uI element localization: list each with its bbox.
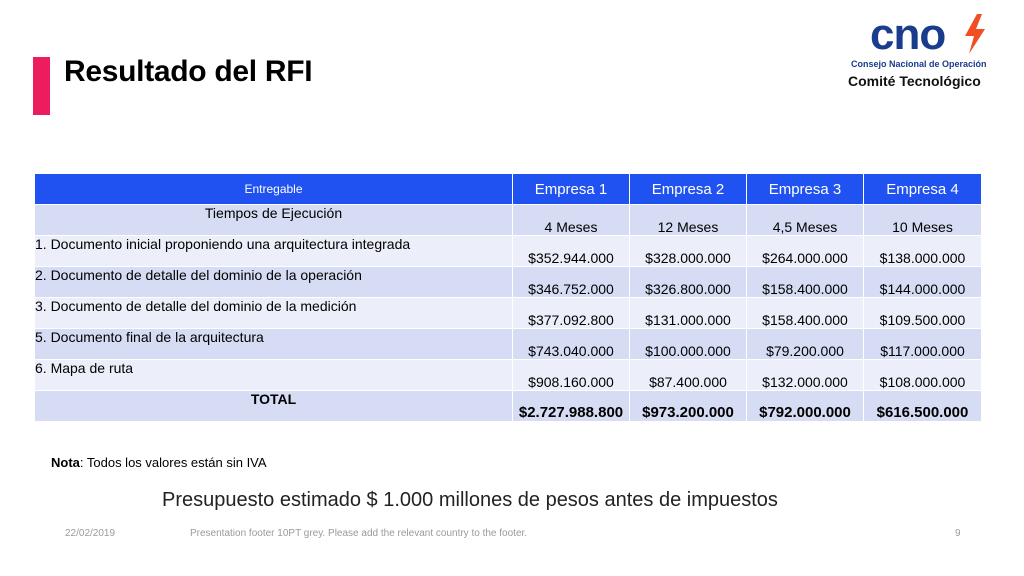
total-value: $2.727.988.800 [513, 391, 630, 422]
cell-value: $87.400.000 [630, 360, 747, 391]
cell-value: 4,5 Meses [747, 205, 864, 236]
title-accent-bar [33, 57, 50, 115]
cell-value: $131.000.000 [630, 298, 747, 329]
cell-value: $158.400.000 [747, 267, 864, 298]
rfi-results-table [34, 173, 982, 422]
note-label: Nota [51, 455, 80, 470]
footer-text: Presentation footer 10PT grey. Please add the relevant country to the footer. [190, 528, 528, 539]
table-row [35, 267, 982, 298]
logo-subtitle: Consejo Nacional de Operación [851, 59, 987, 69]
cell-value: 10 Meses [864, 205, 982, 236]
slide-title: Resultado del RFI [64, 55, 313, 88]
cell-value: $100.000.000 [630, 329, 747, 360]
table-row [35, 298, 982, 329]
note-text: : Todos los valores están sin IVA [79, 455, 267, 470]
logo-mark: cno [870, 10, 946, 59]
cell-value: 12 Meses [630, 205, 747, 236]
total-value: $973.200.000 [630, 391, 747, 422]
cell-value: $144.000.000 [864, 267, 982, 298]
table-header-row [35, 174, 982, 205]
row-label: 6. Mapa de ruta [35, 360, 513, 391]
lightning-bolt-icon [963, 14, 987, 54]
table-row [35, 360, 982, 391]
cell-value: $117.000.000 [864, 329, 982, 360]
table-row [35, 329, 982, 360]
cell-value: $352.944.000 [513, 236, 630, 267]
total-value: $792.000.000 [747, 391, 864, 422]
cell-value: $158.400.000 [747, 298, 864, 329]
column-header: Empresa 2 [630, 174, 747, 205]
cell-value: $138.000.000 [864, 236, 982, 267]
vat-note [51, 455, 267, 470]
table-total-row [35, 391, 982, 422]
budget-statement: Presupuesto estimado $ 1.000 millones de pesos antes de impuestos [162, 489, 778, 511]
cell-value: $377.092.800 [513, 298, 630, 329]
table-row [35, 236, 982, 267]
page-number: 9 [955, 528, 961, 539]
row-label: 5. Documento final de la arquitectura [35, 329, 513, 360]
cno-logo [848, 0, 1024, 96]
cell-value: $264.000.000 [747, 236, 864, 267]
column-header: Entregable [35, 174, 513, 205]
cell-value: $326.800.000 [630, 267, 747, 298]
row-label: 1. Documento inicial proponiendo una arquitectura integrada [35, 236, 513, 267]
column-header: Empresa 3 [747, 174, 864, 205]
cell-value: $79.200.000 [747, 329, 864, 360]
logo-committee: Comité Tecnológico [848, 73, 981, 89]
row-label: 2. Documento de detalle del dominio de la operación [35, 267, 513, 298]
cell-value: $109.500.000 [864, 298, 982, 329]
total-value: $616.500.000 [864, 391, 982, 422]
row-label: Tiempos de Ejecución [35, 205, 513, 236]
column-header: Empresa 1 [513, 174, 630, 205]
column-header: Empresa 4 [864, 174, 982, 205]
cell-value: 4 Meses [513, 205, 630, 236]
table-row [35, 205, 982, 236]
cell-value: $328.000.000 [630, 236, 747, 267]
cell-value: $743.040.000 [513, 329, 630, 360]
footer-date: 22/02/2019 [65, 528, 116, 539]
row-label: 3. Documento de detalle del dominio de la medición [35, 298, 513, 329]
cell-value: $132.000.000 [747, 360, 864, 391]
cell-value: $908.160.000 [513, 360, 630, 391]
total-label: TOTAL [35, 391, 513, 422]
cell-value: $108.000.000 [864, 360, 982, 391]
cell-value: $346.752.000 [513, 267, 630, 298]
